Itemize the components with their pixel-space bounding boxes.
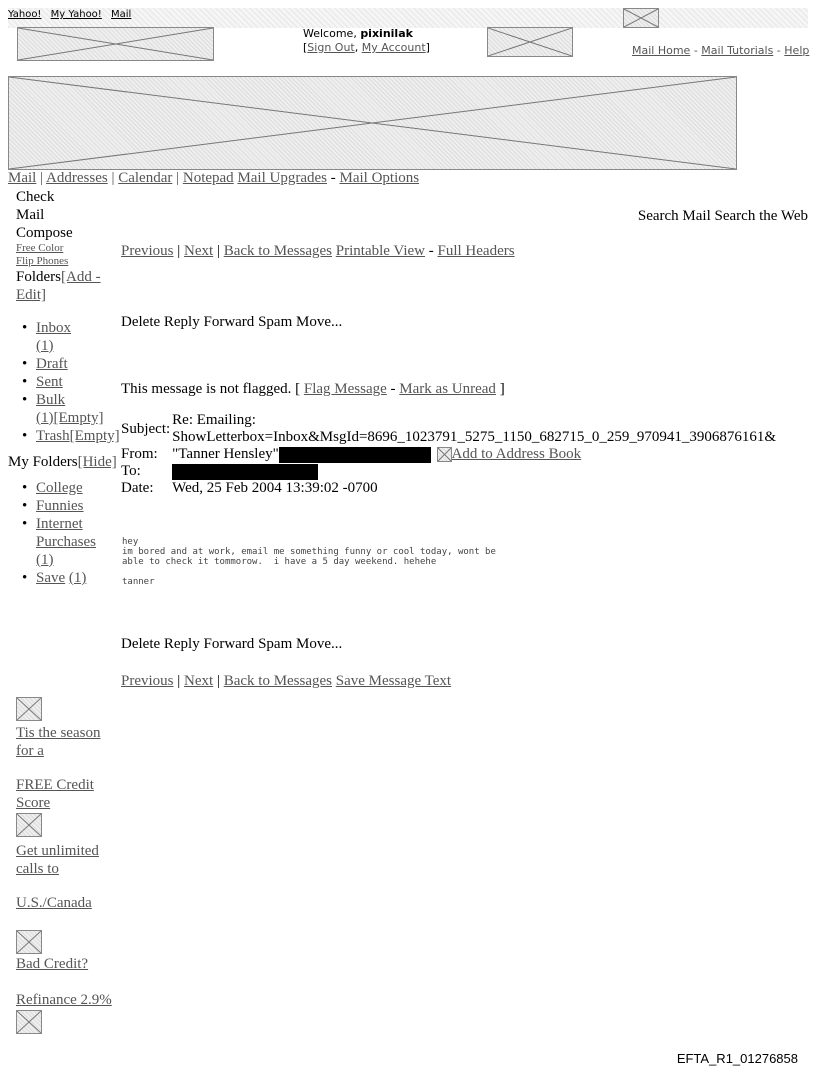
flag-status: This message is not flagged. [ Flag Message - Mark as Unread ] (121, 381, 505, 397)
folder-internet-purchases[interactable]: • Internet Purchases (1) (36, 515, 120, 569)
printable-view-link[interactable]: Printable View (335, 243, 425, 259)
back-to-messages-link[interactable]: Back to Messages (223, 673, 333, 689)
action-bar-bottom (121, 636, 342, 653)
save-message-text-link[interactable]: Save Message Text (335, 673, 452, 689)
mark-as-unread-link[interactable]: Mark as Unread (399, 381, 496, 397)
reply-button[interactable]: Reply (163, 314, 200, 330)
left-column (8, 188, 120, 587)
ad-link-credit-score[interactable]: FREE Credit Score (16, 777, 94, 811)
document-id: EFTA_R1_01276858 (676, 1051, 798, 1066)
message-headers (121, 412, 778, 497)
nav-calendar[interactable]: Calendar (118, 170, 173, 186)
subject-label: Subject: (121, 421, 171, 437)
compose-button[interactable]: Compose (16, 225, 73, 241)
yahoo-link[interactable]: Yahoo! (8, 9, 42, 20)
my-account-link[interactable]: My Account (361, 41, 426, 54)
folder-draft[interactable]: • Draft (36, 355, 120, 373)
my-folders-heading: My Folders[Hide] (8, 454, 117, 470)
next-link[interactable]: Next (184, 243, 214, 259)
mail-tutorials-link[interactable]: Mail Tutorials (701, 44, 774, 57)
ad-link-refinance[interactable]: Refinance 2.9% (16, 992, 112, 1008)
ad-image-icon (16, 697, 42, 721)
help-link[interactable]: Help (784, 44, 810, 57)
date-label: Date: (121, 480, 154, 496)
folder-bulk[interactable]: • Bulk (1)[Empty] (36, 391, 120, 427)
folder-sent[interactable]: • Sent (36, 373, 120, 391)
reply-button[interactable]: Reply (163, 636, 200, 652)
folder-funnies[interactable]: • Funnies (36, 497, 120, 515)
yahoo-mail-logo (17, 27, 214, 61)
delete-button[interactable]: Delete (121, 636, 161, 652)
banner-ad-image (8, 76, 737, 170)
nav-mail-upgrades[interactable]: Mail Upgrades (237, 170, 327, 186)
check-mail-button[interactable]: Check Mail (16, 189, 55, 223)
message-nav-bottom: Previous | Next | Back to Messages Save Message Text (121, 673, 452, 689)
ad-image-icon (16, 813, 42, 837)
to-value (172, 463, 778, 480)
mail-home-link[interactable]: Mail Home (632, 44, 691, 57)
folder-save[interactable]: • Save (1) (36, 569, 120, 587)
welcome-text: Welcome, pixinilak [Sign Out, My Account] (303, 27, 430, 54)
mail-link[interactable]: Mail (111, 9, 132, 20)
action-bar-top (121, 314, 342, 331)
subject-value: Re: Emailing: ShowLetterbox=Inbox&MsgId=8696_1023791_5275_1150_682715_0_259_970941_3906876161& (172, 412, 777, 445)
from-label: From: (121, 446, 158, 462)
add-to-address-book-link[interactable]: Add to Address Book (451, 446, 582, 462)
move-button[interactable]: Move... (295, 636, 343, 652)
redacted-recipient (172, 464, 318, 480)
nav-addresses[interactable]: Addresses (46, 170, 108, 186)
full-headers-link[interactable]: Full Headers (437, 243, 515, 259)
sign-out-link[interactable]: Sign Out (307, 41, 355, 54)
from-value: "Tanner Hensley" Add to Address Book (172, 446, 582, 462)
next-link[interactable]: Next (184, 673, 214, 689)
main-nav: Mail | Addresses | Calendar | Notepad Mail Upgrades - Mail Options (8, 170, 420, 186)
promo-link[interactable]: Free Color Flip Phones (16, 242, 69, 267)
my-yahoo-link[interactable]: My Yahoo! (50, 9, 102, 20)
folders-add-edit-link[interactable]: [Add - Edit] (16, 269, 101, 303)
forward-button[interactable]: Forward (203, 636, 255, 652)
nav-mail-options[interactable]: Mail Options (339, 170, 420, 186)
to-label: To: (121, 463, 141, 479)
ad-link-us-canada[interactable]: U.S./Canada (16, 895, 92, 911)
nav-mail[interactable]: Mail (8, 170, 37, 186)
trash-empty-link[interactable]: [Empty] (69, 428, 120, 444)
redacted-email (279, 447, 431, 463)
search-links (638, 208, 808, 225)
delete-button[interactable]: Delete (121, 314, 161, 330)
username: pixinilak (360, 27, 413, 40)
forward-button[interactable]: Forward (203, 314, 255, 330)
message-body: hey im bored and at work, email me something funny or cool today, wont be able to check it tommorow. i have a 5 day weekend. hehehe tanner (122, 537, 496, 587)
my-folder-list (16, 479, 120, 587)
header-image-icon (623, 8, 659, 28)
spam-button[interactable]: Spam (258, 314, 293, 330)
flag-message-link[interactable]: Flag Message (303, 381, 387, 397)
top-links (8, 9, 137, 20)
top-right-links: Mail Home - Mail Tutorials - Help (632, 44, 810, 57)
ad-link-unlimited-calls[interactable]: Get unlimited calls to (16, 843, 99, 877)
folder-list (16, 319, 120, 445)
folder-trash[interactable]: • Trash[Empty] (36, 427, 120, 445)
ad-link-bad-credit[interactable]: Bad Credit? (16, 956, 89, 972)
folders-heading: Folders[Add - Edit] (16, 269, 101, 303)
move-button[interactable]: Move... (295, 314, 343, 330)
ad-link-season[interactable]: Tis the season for a (16, 725, 101, 759)
spam-button[interactable]: Spam (258, 636, 293, 652)
previous-link[interactable]: Previous (121, 673, 174, 689)
address-book-icon (437, 447, 452, 462)
search-web-button[interactable]: Search the Web (714, 208, 808, 224)
header-ad-image (487, 27, 573, 57)
bulk-empty-link[interactable]: [Empty] (53, 410, 104, 426)
ad-image-icon (16, 930, 42, 954)
folder-college[interactable]: • College (36, 479, 120, 497)
message-nav-top: Previous | Next | Back to Messages Printable View - Full Headers (121, 243, 515, 259)
back-to-messages-link[interactable]: Back to Messages (223, 243, 333, 259)
previous-link[interactable]: Previous (121, 243, 174, 259)
nav-notepad[interactable]: Notepad (182, 170, 234, 186)
search-mail-button[interactable]: Search Mail (637, 208, 711, 224)
folder-inbox[interactable]: • Inbox (1) (36, 319, 120, 355)
ad-image-icon (16, 1010, 42, 1034)
my-folders-hide-link[interactable]: [Hide] (77, 454, 117, 470)
date-value: Wed, 25 Feb 2004 13:39:02 -0700 (172, 480, 378, 496)
